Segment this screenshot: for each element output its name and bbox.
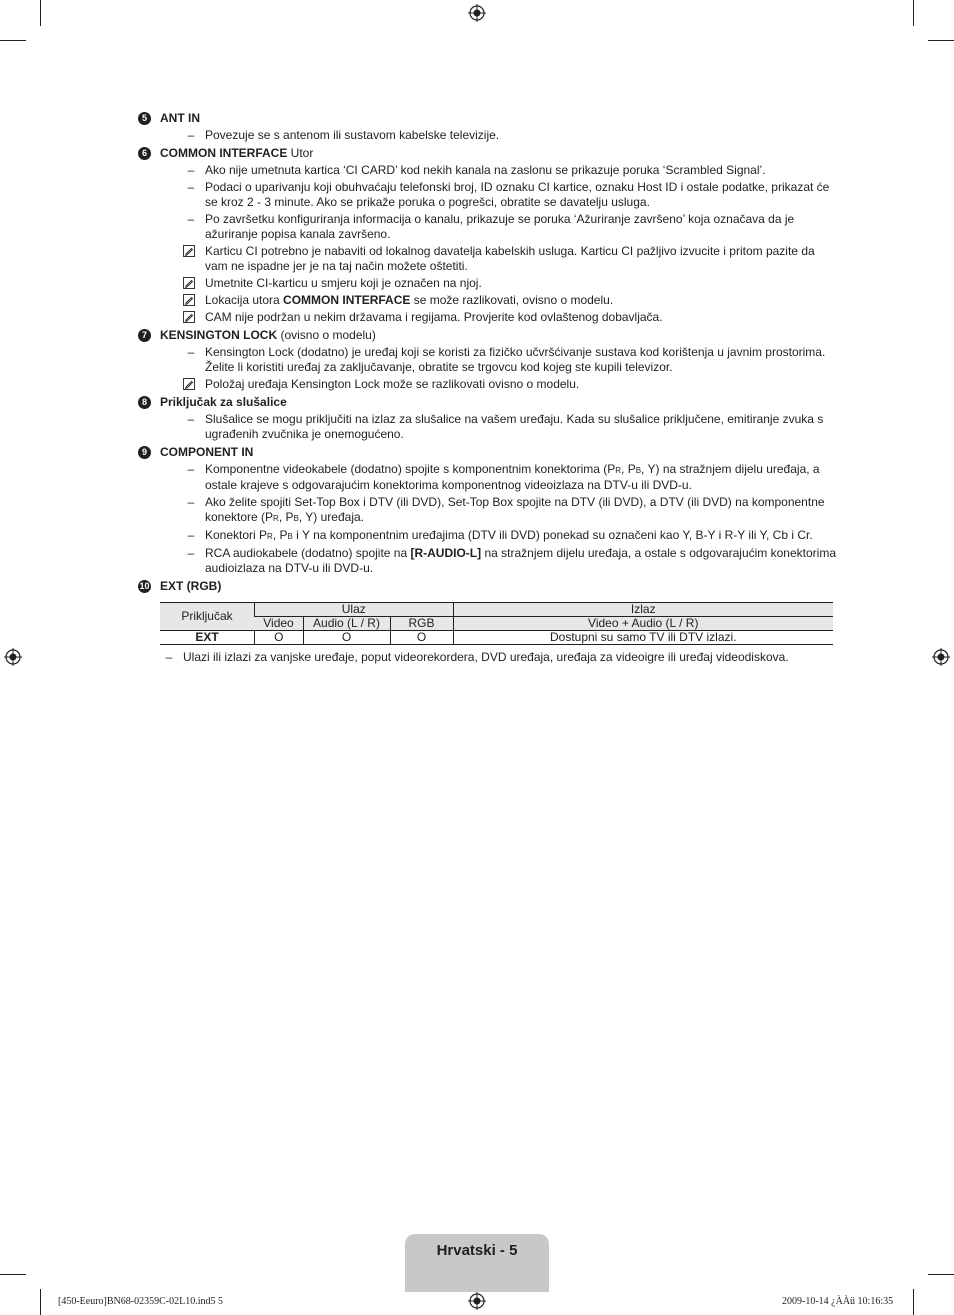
section-title-text: COMPONENT IN (160, 445, 254, 459)
section-title-suffix: Utor (287, 146, 314, 160)
item-text: Ako nije umetnuta kartica ‘CI CARD’ kod nekih kanala na zaslonu se prikazuje poruka ‘Scrambled Signal’. (205, 163, 766, 177)
crop-mark (0, 40, 26, 41)
page-number: Hrvatski - 5 (436, 1242, 518, 1259)
section-number-badge: 9 (138, 446, 151, 459)
table-subheader-video: Video (255, 617, 304, 631)
section-number-badge: 6 (138, 147, 151, 160)
dash-bullet: – (187, 412, 195, 426)
list-item (160, 276, 840, 291)
section-number-badge: 7 (138, 329, 151, 342)
crop-mark (40, 1289, 41, 1315)
section-title (160, 146, 840, 161)
section-title-text: KENSINGTON LOCK (160, 328, 278, 342)
table-header-connector: Priključak (160, 603, 255, 631)
list-item (160, 546, 840, 576)
list-item (138, 650, 840, 665)
section-title-suffix: (ovisno o modelu) (277, 328, 376, 342)
list-item (160, 528, 840, 544)
dash-bullet: – (187, 528, 195, 542)
crop-mark (0, 1274, 26, 1275)
list-item (160, 377, 840, 392)
registration-mark-icon (468, 1292, 486, 1310)
dash-bullet: – (187, 345, 195, 359)
section (138, 328, 840, 392)
section (138, 579, 840, 594)
print-slug-right: 2009-10-14 ¿ÀÀü 10:16:35 (782, 1296, 894, 1307)
table-header-output: Izlaz (453, 603, 833, 617)
item-text: Umetnite CI-karticu u smjeru koji je označen na njoj. (205, 276, 482, 290)
section-number-badge: 8 (138, 396, 151, 409)
list-item (160, 180, 840, 210)
item-text: CAM nije podržan u nekim državama i regijama. Provjerite kod ovlaštenog dobavljača. (205, 310, 663, 324)
list-item (160, 244, 840, 274)
section-title (160, 328, 840, 343)
dash-bullet: – (187, 546, 195, 560)
item-text: Podaci o uparivanju koji obuhvaćaju telefonski broj, ID oznaku CI kartice, oznaku Host ID i ostale podatke, prikazat će se kroz 2 - 3 minute. Ako se prikaže poruka o pogrešci, obratite se davatelju usluga. (205, 180, 830, 209)
item-text: Slušalice se mogu priključiti na izlaz za slušalice na vašem uređaju. Kada su slušalice priključene, emitiranje zvuka s ugrađenih zvučnika je onemogućeno. (205, 412, 824, 441)
section-title-text: COMMON INTERFACE (160, 146, 288, 160)
item-text: Karticu CI potrebno je nabaviti od lokalnog davatelja kabelskih usluga. Karticu CI pažljivo izvucite i pritom pazite da vam ne ispadne jer je na taj način možete oštetiti. (205, 244, 815, 273)
table-cell: O (303, 631, 390, 645)
list-item (160, 128, 840, 143)
dash-bullet: – (187, 212, 195, 226)
item-text-part: Lokacija utora (205, 293, 284, 307)
registration-mark-icon (468, 4, 486, 22)
dash-bullet: – (187, 128, 195, 142)
section-title (160, 111, 840, 126)
section (138, 445, 840, 576)
list-item (160, 310, 840, 325)
list-item (160, 462, 840, 493)
item-text-bold: [R-AUDIO-L] (410, 546, 482, 560)
table-subheader-rgb: RGB (390, 617, 453, 631)
registration-mark-icon (4, 648, 22, 666)
note-icon (183, 378, 195, 390)
section-number-badge: 5 (138, 112, 151, 125)
list-item (160, 412, 840, 442)
crop-mark (928, 1274, 954, 1275)
table-cell: EXT (160, 631, 255, 645)
ext-connection-table (160, 602, 833, 645)
dash-bullet: – (187, 163, 195, 177)
registration-mark-icon (932, 648, 950, 666)
section (138, 395, 840, 442)
crop-mark (913, 1289, 914, 1315)
dash-bullet: – (187, 495, 195, 509)
note-icon (183, 294, 195, 306)
item-text: Položaj uređaja Kensington Lock može se razlikovati ovisno o modelu. (205, 377, 580, 391)
note-icon (183, 277, 195, 289)
crop-mark (40, 0, 41, 26)
table-row (160, 631, 833, 645)
table-subheader-audio: Audio (L / R) (303, 617, 390, 631)
item-text-part: na stražnjem dijelu uređaja, a ostale s odgovarajućim konektorima audioizlaza na DTV-u ili DVD-u. (205, 546, 836, 575)
crop-mark (928, 40, 954, 41)
note-icon (183, 245, 195, 257)
section-title-text: ANT IN (160, 111, 200, 125)
item-text-bold: COMMON INTERFACE (283, 293, 411, 307)
table-cell: Dostupni su samo TV ili DTV izlazi. (453, 631, 833, 645)
item-text: Kensington Lock (dodatno) je uređaj koji se koristi za fizičko učvršćivanje sustava kod korištenja u javnim prostorima. Želite li koristiti uređaj za zaključavanje, obratite se trgovcu kod kojeg ste kupili televizor. (205, 345, 826, 374)
item-text: Konektori PR, PB i Y na komponentnim uređajima (DTV ili DVD) ponekad su označeni kao Y, B-Y i R-Y ili Y, Cb i Cr. (205, 528, 813, 542)
section (138, 111, 840, 143)
table-header-input: Ulaz (255, 603, 454, 617)
crop-mark (913, 0, 914, 26)
print-slug-left: [450-Eeuro]BN68-02359C-02L10.ind5 5 (58, 1296, 223, 1307)
list-item (160, 293, 840, 308)
section-title (160, 445, 840, 460)
item-text (205, 293, 613, 307)
section-title (160, 579, 840, 594)
list-item (160, 212, 840, 242)
list-item (160, 345, 840, 375)
item-text: Komponentne videokabele (dodatno) spojite s komponentnim konektorima (PR, PB, Y) na stražnjem dijelu uređaja, a ostale krajeve s odgovarajućim konektorima komponentnog videoizlaza na DTV-u ili DVD-u. (205, 462, 820, 492)
list-item (160, 163, 840, 178)
list-item (160, 495, 840, 526)
item-text (205, 546, 836, 575)
item-text: Po završetku konfiguriranja informacija o kanalu, prikazuje se poruka ‘Ažuriranje završeno’ koja označava da je ažuriranje popisa kanala završeno. (205, 212, 795, 241)
item-text-part: se može razlikovati, ovisno o modelu. (410, 293, 614, 307)
dash-bullet: – (187, 180, 195, 194)
dash-bullet: – (165, 650, 173, 664)
item-text: Povezuje se s antenom ili sustavom kabelske televizije. (205, 128, 500, 142)
item-text: Ulazi ili izlazi za vanjske uređaje, poput videorekordera, DVD uređaja, uređaja za videoigre ili uređaj videodiskova. (183, 650, 789, 664)
table-cell: O (390, 631, 453, 645)
section (138, 146, 840, 325)
section-number-badge: 10 (139, 581, 150, 591)
note-icon (183, 311, 195, 323)
sections-list (138, 111, 840, 594)
dash-bullet: – (187, 462, 195, 476)
section-title-text: EXT (RGB) (160, 579, 222, 593)
item-text: Ako želite spojiti Set-Top Box i DTV (ili DVD), Set-Top Box spojite na DTV (ili DVD), a DTV (ili DVD) na komponentne konektore (PR, PB, Y) uređaja. (205, 495, 825, 524)
page-content (138, 111, 840, 665)
table-subheader-output: Video + Audio (L / R) (453, 617, 833, 631)
section-title (160, 395, 840, 410)
table-cell: O (255, 631, 304, 645)
item-text-part: RCA audiokabele (dodatno) spojite na (205, 546, 411, 560)
section-title-text: Priključak za slušalice (160, 395, 287, 409)
